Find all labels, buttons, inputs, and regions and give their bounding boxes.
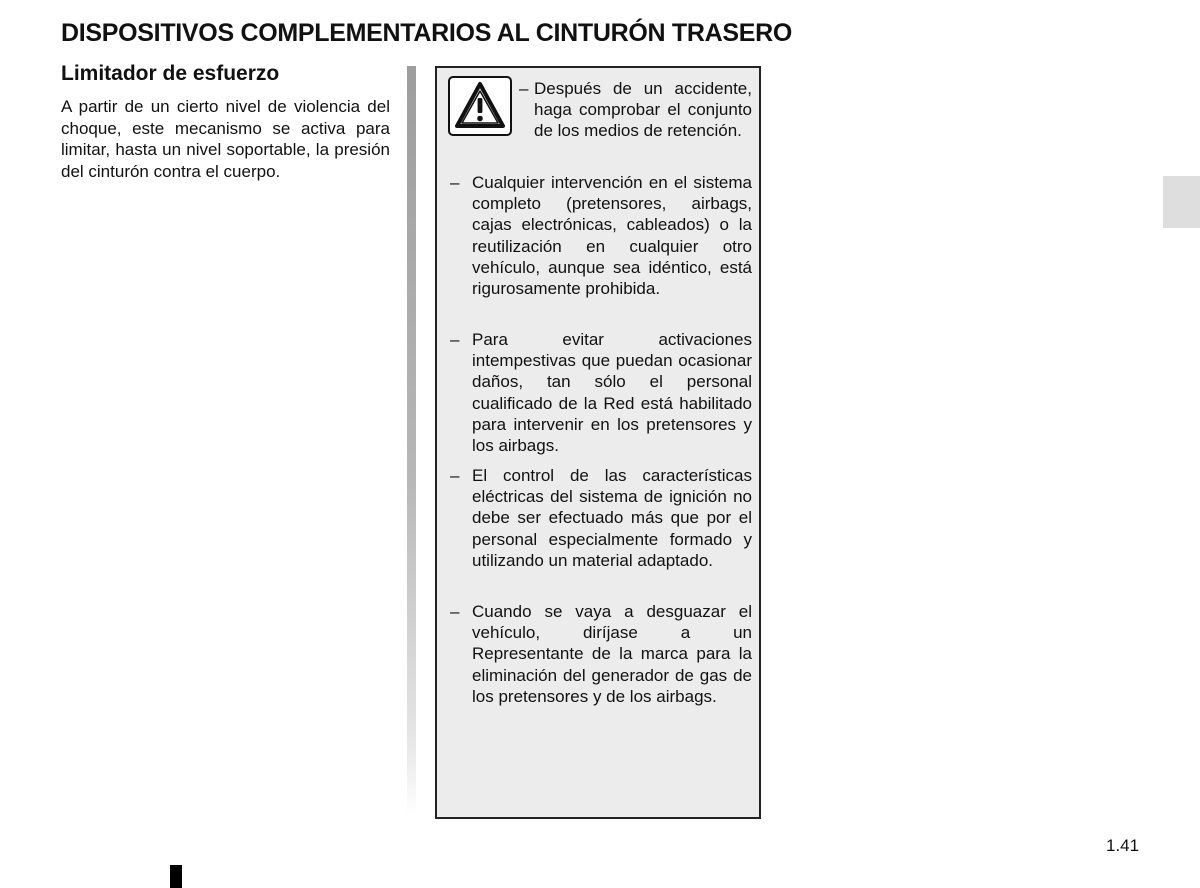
column-divider-bar	[407, 66, 416, 816]
warning-triangle-icon	[448, 76, 512, 136]
page-title: DISPOSITIVOS COMPLEMENTARIOS AL CINTURÓN TRASERO	[61, 19, 793, 47]
warning-item-text: Cuando se vaya a desguazar el vehículo, diríjase a un Representante de la marca para la eliminación del generador de gas de los pretensores y de los airbags.	[472, 602, 752, 706]
list-dash: –	[450, 330, 460, 349]
section-body-text: A partir de un cierto nivel de violencia del choque, este mecanismo se activa para limitar, hasta un nivel soportable, la presión del cinturón contra el cuerpo.	[61, 97, 390, 181]
chapter-side-tab	[1163, 176, 1200, 228]
page-number: 1.41	[1106, 836, 1140, 855]
warning-item	[450, 329, 752, 456]
list-dash: –	[450, 602, 460, 621]
warning-item-text: Para evitar activaciones intempestivas que puedan ocasionar daños, tan sólo el personal cualificado de la Red está habilitado para intervenir en los pretensores y los airbags.	[472, 330, 752, 456]
list-dash: –	[450, 173, 460, 192]
warning-item	[519, 78, 752, 142]
warning-item	[450, 465, 752, 571]
list-dash: –	[519, 79, 529, 98]
warning-item-text: El control de las características eléctricas del sistema de ignición no debe ser efectuado más que por el personal especialmente formado y utilizando un material adaptado.	[472, 466, 752, 570]
warning-item-text: Después de un accidente, haga comprobar el conjunto de los medios de retención.	[534, 79, 752, 141]
warning-box	[435, 66, 761, 819]
list-dash: –	[450, 466, 460, 485]
warning-item-text: Cualquier intervención en el sistema completo (pretensores, airbags, cajas electrónicas, cableados) o la reutilización en cualquier otro vehículo, aunque sea idéntico, está rigurosamente prohibida.	[472, 173, 752, 299]
print-crop-mark	[170, 865, 182, 888]
warning-item	[450, 601, 752, 707]
warning-item	[450, 172, 752, 299]
section-heading: Limitador de esfuerzo	[61, 62, 280, 85]
